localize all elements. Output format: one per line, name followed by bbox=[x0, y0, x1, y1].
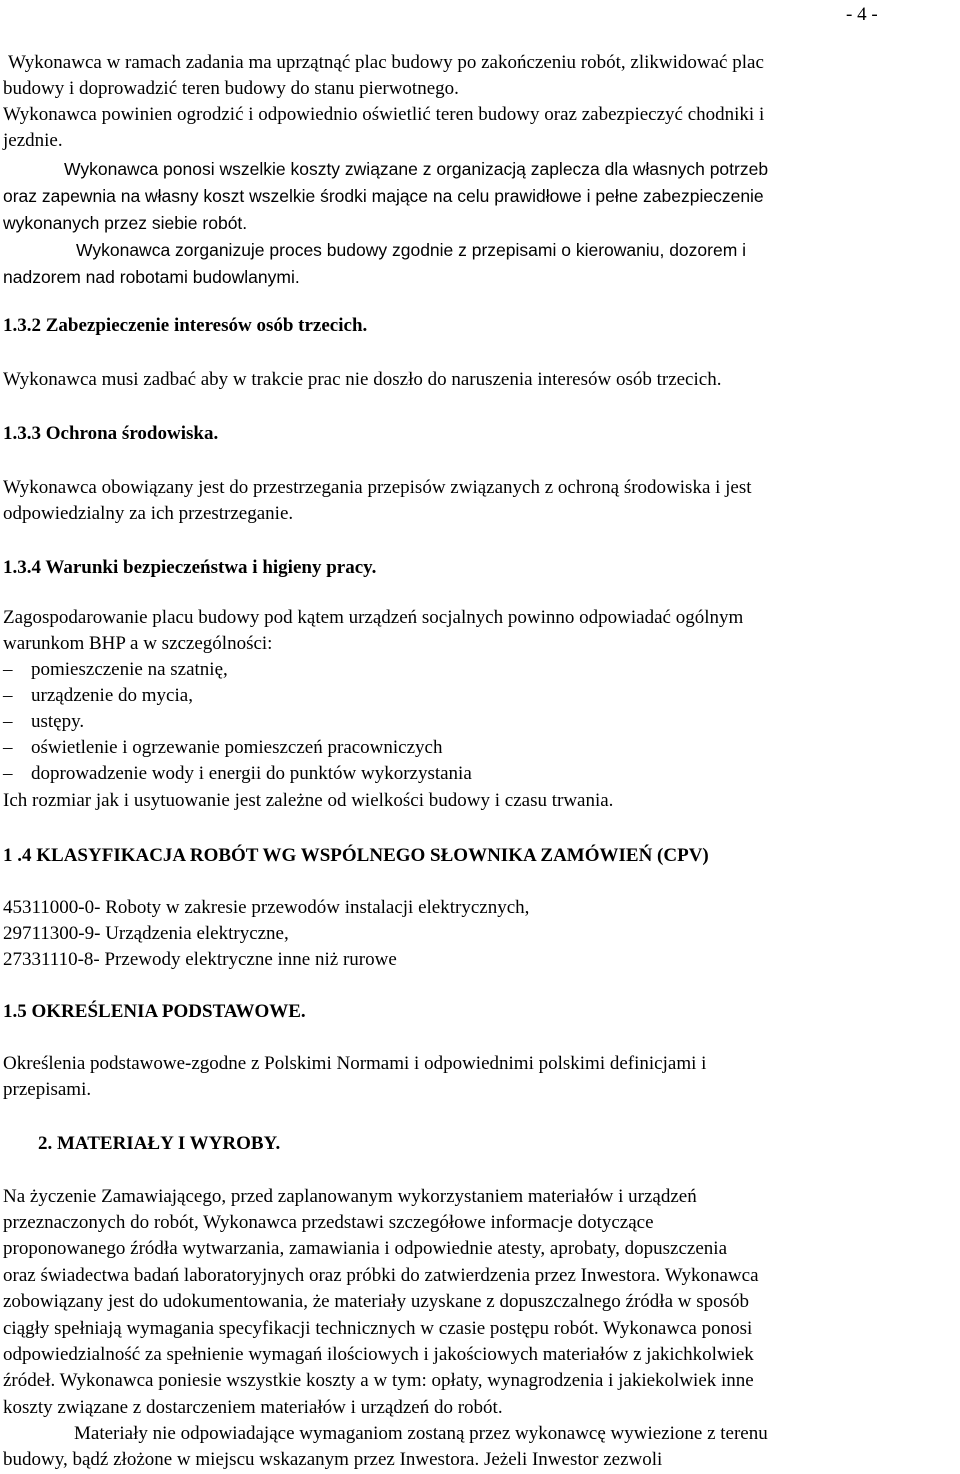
dash-bullet: – bbox=[3, 763, 13, 784]
list-item bbox=[3, 684, 193, 708]
text-line: Wykonawca w ramach zadania ma uprzątnąć plac budowy po zakończeniu robót, zlikwidować plac bbox=[8, 52, 764, 73]
section-heading: 1.3.2 Zabezpieczenie interesów osób trzecich. bbox=[3, 315, 368, 336]
list-item bbox=[3, 658, 228, 682]
text-line: odpowiedzialny za ich przestrzeganie. bbox=[3, 503, 294, 524]
text-line: odpowiedzialność za spełnienie wymagań ilościowych i jakościowych materiałów z jakichkolwiek bbox=[3, 1344, 754, 1365]
text-line: wykonanych przez siebie robót. bbox=[3, 213, 248, 233]
list-item-text: urządzenie do mycia, bbox=[31, 685, 193, 706]
text-line: jezdnie. bbox=[3, 130, 63, 151]
text-line: budowy, bądź złożone w miejscu wskazanym przez Inwestora. Jeżeli Inwestor zezwoli bbox=[3, 1449, 663, 1470]
text-line: oraz zapewnia na własny koszt wszelkie środki mające na celu prawidłowe i pełne zabezpieczenie bbox=[3, 186, 764, 206]
text-line: Na życzenie Zamawiającego, przed zaplanowanym wykorzystaniem materiałów i urządzeń bbox=[3, 1186, 697, 1207]
list-item bbox=[3, 710, 84, 734]
text-line: budowy i doprowadzić teren budowy do stanu pierwotnego. bbox=[3, 78, 459, 99]
dash-bullet: – bbox=[3, 685, 13, 706]
cpv-item: 45311000-0- Roboty w zakresie przewodów instalacji elektrycznych, bbox=[3, 897, 530, 918]
list-item bbox=[3, 736, 442, 760]
text-line: nadzorem nad robotami budowlanymi. bbox=[3, 267, 300, 287]
section-heading: 2. MATERIAŁY I WYROBY. bbox=[38, 1133, 281, 1154]
text-line: warunkom BHP a w szczególności: bbox=[3, 633, 273, 654]
section-heading: 1.5 OKREŚLENIA PODSTAWOWE. bbox=[3, 1001, 306, 1022]
cpv-item: 29711300-9- Urządzenia elektryczne, bbox=[3, 923, 289, 944]
section-heading: 1.3.4 Warunki bezpieczeństwa i higieny pracy. bbox=[3, 557, 377, 578]
text-line: Wykonawca powinien ogrodzić i odpowiednio oświetlić teren budowy oraz zabezpieczyć chodniki i bbox=[3, 104, 765, 125]
list-item-text: oświetlenie i ogrzewanie pomieszczeń pracowniczych bbox=[31, 737, 443, 758]
dash-bullet: – bbox=[3, 659, 13, 680]
dash-bullet: – bbox=[3, 737, 13, 758]
list-item-text: ustępy. bbox=[31, 711, 85, 732]
cpv-item: 27331110-8- Przewody elektryczne inne niż rurowe bbox=[3, 949, 397, 970]
page-number: - 4 - bbox=[846, 4, 878, 25]
text-line: Ich rozmiar jak i usytuowanie jest zależne od wielkości budowy i czasu trwania. bbox=[3, 790, 614, 811]
text-line: przepisami. bbox=[3, 1079, 92, 1100]
text-line: Materiały nie odpowiadające wymaganiom zostaną przez wykonawcę wywiezione z terenu bbox=[74, 1423, 768, 1444]
text-line: koszty związane z dostarczeniem materiałów i urządzeń do robót. bbox=[3, 1397, 503, 1418]
dash-bullet: – bbox=[3, 711, 13, 732]
text-line: Wykonawca ponosi wszelkie koszty związane z organizacją zaplecza dla własnych potrzeb bbox=[64, 159, 769, 179]
list-item bbox=[3, 762, 472, 786]
text-line: zobowiązany jest do udokumentowania, że materiały uzyskane z dopuszczalnego źródła w sposób bbox=[3, 1291, 750, 1312]
list-item-text: doprowadzenie wody i energii do punktów wykorzystania bbox=[31, 763, 472, 784]
text-line: Wykonawca zorganizuje proces budowy zgodnie z przepisami o kierowaniu, dozorem i bbox=[76, 240, 747, 260]
text-line: Wykonawca obowiązany jest do przestrzegania przepisów związanych z ochroną środowiska i jest bbox=[3, 477, 752, 498]
text-line: Określenia podstawowe-zgodne z Polskimi Normami i odpowiednimi polskimi definicjami i bbox=[3, 1053, 707, 1074]
text-line: Zagospodarowanie placu budowy pod kątem urządzeń socjalnych powinno odpowiadać ogólnym bbox=[3, 607, 744, 628]
section-heading: 1 .4 KLASYFIKACJA ROBÓT WG WSPÓLNEGO SŁOWNIKA ZAMÓWIEŃ (CPV) bbox=[3, 845, 709, 866]
text-line: oraz świadectwa badań laboratoryjnych oraz próbki do zatwierdzenia przez Inwestora. Wykonawca bbox=[3, 1265, 759, 1286]
text-line: ciągły spełniają wymagania specyfikacji technicznych w czasie postępu robót. Wykonawca ponosi bbox=[3, 1318, 753, 1339]
text-line: źródeł. Wykonawca poniesie wszystkie koszty a w tym: opłaty, wynagrodzenia i jakiekolwiek inne bbox=[3, 1370, 754, 1391]
section-heading: 1.3.3 Ochrona środowiska. bbox=[3, 423, 219, 444]
text-line: przeznaczonych do robót, Wykonawca przedstawi szczegółowe informacje dotyczące bbox=[3, 1212, 654, 1233]
text-line: Wykonawca musi zadbać aby w trakcie prac nie doszło do naruszenia interesów osób trzecich. bbox=[3, 369, 722, 390]
text-line: proponowanego źródła wytwarzania, zamawiania i odpowiednie atesty, aprobaty, dopuszczenia bbox=[3, 1238, 728, 1259]
list-item-text: pomieszczenie na szatnię, bbox=[31, 659, 228, 680]
